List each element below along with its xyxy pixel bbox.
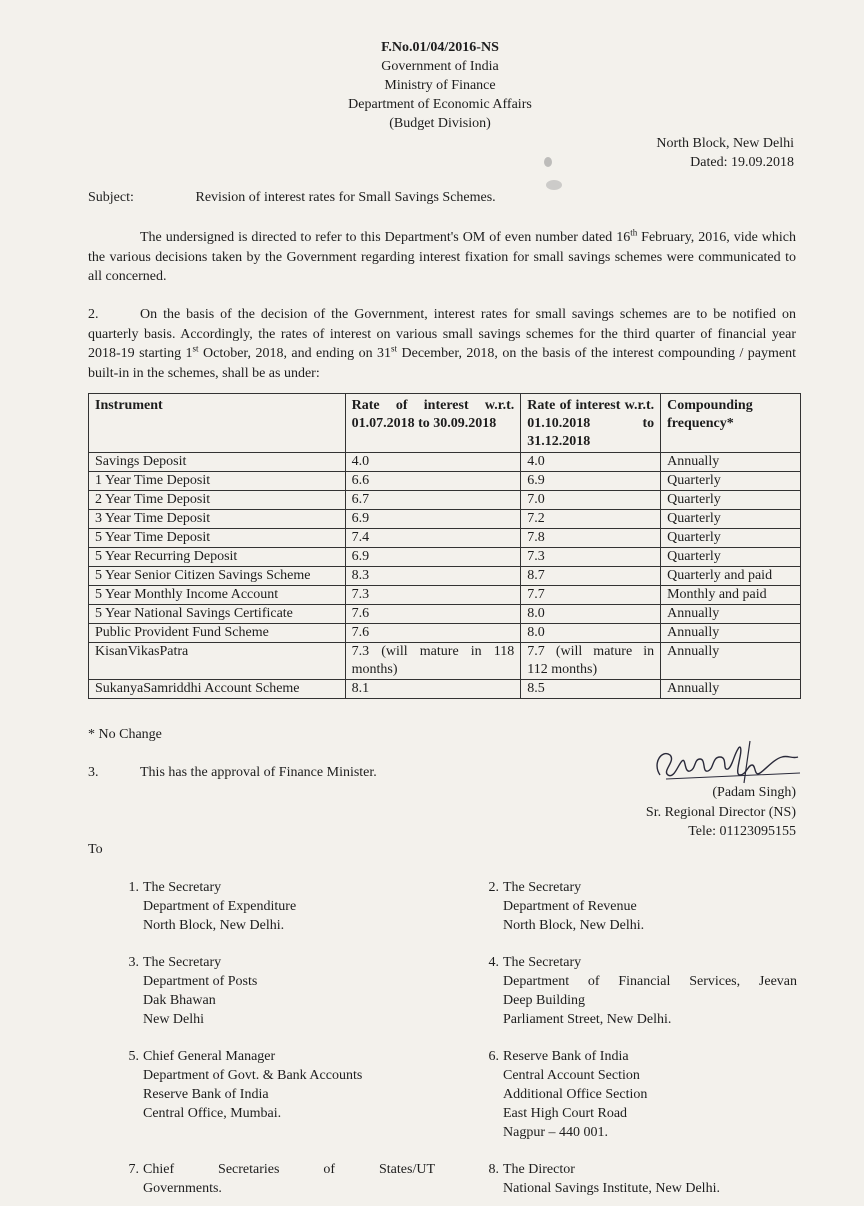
para1-sup: th	[630, 227, 638, 238]
table-cell: 8.7	[521, 567, 661, 586]
addressee-line: Central Account Section	[503, 1068, 640, 1083]
paragraph-1	[88, 228, 796, 287]
table-cell: 7.4	[345, 529, 521, 548]
addressee-line: East High Court Road	[503, 1106, 628, 1121]
table-row	[89, 472, 801, 491]
table-cell: 7.7 (will mature in 112 months)	[521, 643, 661, 680]
column-header	[345, 394, 521, 453]
addressee-line: Dak Bhawan	[143, 993, 216, 1008]
table-cell: 7.6	[345, 624, 521, 643]
header-line: Department of Economic Affairs	[348, 97, 532, 112]
table-cell: 8.1	[345, 680, 521, 699]
table-row	[89, 491, 801, 510]
file-number: F.No.01/04/2016-NS	[381, 40, 499, 55]
addressee-lines	[503, 1160, 720, 1198]
table-row	[89, 510, 801, 529]
addressee-number: 4.	[488, 955, 499, 970]
addressee-line: Department of Revenue	[503, 899, 637, 914]
para3-text: This has the approval of Finance Minister.	[140, 765, 377, 780]
table-cell: Quarterly and paid	[661, 567, 801, 586]
addressee-line: The Director	[503, 1162, 575, 1177]
table-cell: 4.0	[345, 453, 521, 472]
addressee-number: 6.	[488, 1049, 499, 1064]
addressee-number: 1.	[128, 880, 139, 895]
table-cell: 5 Year Time Deposit	[89, 529, 346, 548]
table-cell: 8.0	[521, 605, 661, 624]
para3-number: 3.	[88, 765, 99, 780]
subject-label: Subject:	[88, 190, 134, 205]
table-cell: KisanVikasPatra	[89, 643, 346, 680]
paragraph-3	[88, 765, 377, 781]
paragraph-2	[88, 305, 796, 383]
table-cell: 7.3	[345, 586, 521, 605]
table-cell: 8.0	[521, 624, 661, 643]
header-line: Ministry of Finance	[384, 78, 496, 93]
column-header-text: Rate of interest w.r.t. 01.07.2018 to 30.09.2018	[351, 398, 515, 431]
table-cell: 6.6	[345, 472, 521, 491]
column-header-text: Rate of interest w.r.t. 01.10.2018 to 31.12.2018	[527, 398, 655, 449]
table-cell: 4.0	[521, 453, 661, 472]
addressee-number: 5.	[128, 1049, 139, 1064]
addressee-line: The Secretary	[503, 955, 582, 970]
table-cell: Monthly and paid	[661, 586, 801, 605]
table-cell: 7.6	[345, 605, 521, 624]
table-cell: SukanyaSamriddhi Account Scheme	[89, 680, 346, 699]
addressee-line: North Block, New Delhi.	[143, 918, 285, 933]
subject-text: Revision of interest rates for Small Savings Schemes.	[195, 190, 496, 205]
table-row	[89, 605, 801, 624]
table-row	[89, 643, 801, 680]
table-cell: Annually	[661, 643, 801, 680]
addressee-line: Additional Office Section	[503, 1087, 648, 1102]
table-cell: 7.7	[521, 586, 661, 605]
table-cell: 5 Year Senior Citizen Savings Scheme	[89, 567, 346, 586]
table-cell: Public Provident Fund Scheme	[89, 624, 346, 643]
addressee-line: Department of Financial Services, Jeevan	[503, 974, 797, 989]
para1-text-b: February, 2016, vide which the various decisions taken by the Government regarding interest fixation for small savings schemes were communicated to all concerned.	[88, 230, 796, 284]
addressee-line: Nagpur – 440 001.	[503, 1125, 608, 1140]
para2-sup1: st	[192, 343, 199, 354]
addressee-number: 8.	[488, 1162, 499, 1177]
addressee-line: Department of Expenditure	[143, 899, 297, 914]
addressee-lines	[143, 878, 296, 935]
table-cell: 7.3 (will mature in 118 months)	[345, 643, 521, 680]
table-cell: Annually	[661, 453, 801, 472]
para1-text-a: The undersigned is directed to refer to this Department's OM of even number dated 16	[140, 230, 631, 245]
column-header	[521, 394, 661, 453]
letter-header	[0, 38, 864, 133]
addressee-line: Deep Building	[503, 993, 586, 1008]
signatory-title: Sr. Regional Director (NS)	[645, 804, 796, 820]
table-cell: 7.0	[521, 491, 661, 510]
addressee-line: Department of Posts	[143, 974, 258, 989]
para2-sup2: st	[391, 343, 398, 354]
table-row	[89, 586, 801, 605]
table-cell: Annually	[661, 680, 801, 699]
addressee-lines	[143, 1047, 362, 1123]
signatory-name: (Padam Singh)	[712, 785, 796, 800]
table-cell: 7.2	[521, 510, 661, 529]
addressee-line: Reserve Bank of India	[143, 1087, 269, 1102]
addressee-lines	[143, 1160, 435, 1198]
para2-text-a: On the basis of the decision of the Government, interest rates for small savings schemes are to be notified on quarterly basis. Accordingly, the rates of interest on various small savings schemes for the third quarter of financial year 2018-19 starting 1	[88, 307, 796, 361]
column-header: Instrument	[89, 394, 346, 453]
ink-smudge	[540, 150, 564, 200]
table-cell: 8.5	[521, 680, 661, 699]
column-header: Compounding frequency*	[661, 394, 801, 453]
table-cell: 7.8	[521, 529, 661, 548]
table-cell: 5 Year Monthly Income Account	[89, 586, 346, 605]
table-cell: Quarterly	[661, 548, 801, 567]
addressee-line: Governments.	[143, 1181, 222, 1196]
para2-text-b: October, 2018, and ending on 31	[198, 346, 392, 361]
location: North Block, New Delhi	[656, 136, 794, 151]
para2-text-c: December, 2018, on the basis of the interest compounding / payment built-in in the schemes, shall be as under:	[88, 346, 797, 381]
addressee-line: The Secretary	[503, 880, 582, 895]
header-line: (Budget Division)	[389, 116, 491, 131]
table-cell: Annually	[661, 605, 801, 624]
addressee-lines	[503, 953, 797, 1029]
place-and-date	[656, 134, 794, 172]
table-body	[89, 453, 801, 699]
addressee-line: Department of Govt. & Bank Accounts	[143, 1068, 363, 1083]
table-row	[89, 453, 801, 472]
addressee-line: Chief Secretaries of States/UT	[143, 1162, 435, 1177]
table-cell: 6.9	[521, 472, 661, 491]
header-line: Government of India	[381, 59, 499, 74]
table-cell: 3 Year Time Deposit	[89, 510, 346, 529]
subject-line	[88, 190, 496, 206]
addressee-line: National Savings Institute, New Delhi.	[503, 1181, 720, 1196]
addressee-lines	[503, 1047, 647, 1142]
date: Dated: 19.09.2018	[690, 155, 794, 170]
addressee-lines	[143, 953, 257, 1029]
addressee-number: 3.	[128, 955, 139, 970]
table-cell: 5 Year Recurring Deposit	[89, 548, 346, 567]
table-row	[89, 624, 801, 643]
para2-number: 2.	[88, 307, 99, 322]
addressee-line: Reserve Bank of India	[503, 1049, 629, 1064]
interest-rate-table	[88, 393, 801, 699]
addressee-line: The Secretary	[143, 955, 222, 970]
table-cell: 8.3	[345, 567, 521, 586]
table-cell: 6.9	[345, 548, 521, 567]
addressee-line: New Delhi	[143, 1012, 205, 1027]
addressee-line: The Secretary	[143, 880, 222, 895]
addressee-line: Chief General Manager	[143, 1049, 276, 1064]
table-cell: Quarterly	[661, 472, 801, 491]
table-cell: 5 Year National Savings Certificate	[89, 605, 346, 624]
addressee-lines	[503, 878, 644, 935]
table-cell: Quarterly	[661, 491, 801, 510]
table-row	[89, 567, 801, 586]
handwritten-signature	[648, 735, 808, 787]
footnote: * No Change	[88, 727, 162, 742]
table-cell: Quarterly	[661, 529, 801, 548]
table-header-row	[89, 394, 801, 453]
addressee-number: 2.	[488, 880, 499, 895]
addressee-line: Central Office, Mumbai.	[143, 1106, 282, 1121]
table-row	[89, 680, 801, 699]
table-row	[89, 529, 801, 548]
table-cell: Savings Deposit	[89, 453, 346, 472]
to-label: To	[88, 842, 103, 857]
signatory-block	[646, 783, 796, 842]
table-cell: 2 Year Time Deposit	[89, 491, 346, 510]
signatory-phone: Tele: 01123095155	[688, 824, 796, 839]
table-cell: 7.3	[521, 548, 661, 567]
addressee-line: Parliament Street, New Delhi.	[503, 1012, 672, 1027]
table-cell: Annually	[661, 624, 801, 643]
table-cell: 6.7	[345, 491, 521, 510]
table-cell: 6.9	[345, 510, 521, 529]
table-cell: 1 Year Time Deposit	[89, 472, 346, 491]
table-row	[89, 548, 801, 567]
addressee-number: 7.	[128, 1162, 139, 1177]
addressee-line: North Block, New Delhi.	[503, 918, 645, 933]
table-cell: Quarterly	[661, 510, 801, 529]
